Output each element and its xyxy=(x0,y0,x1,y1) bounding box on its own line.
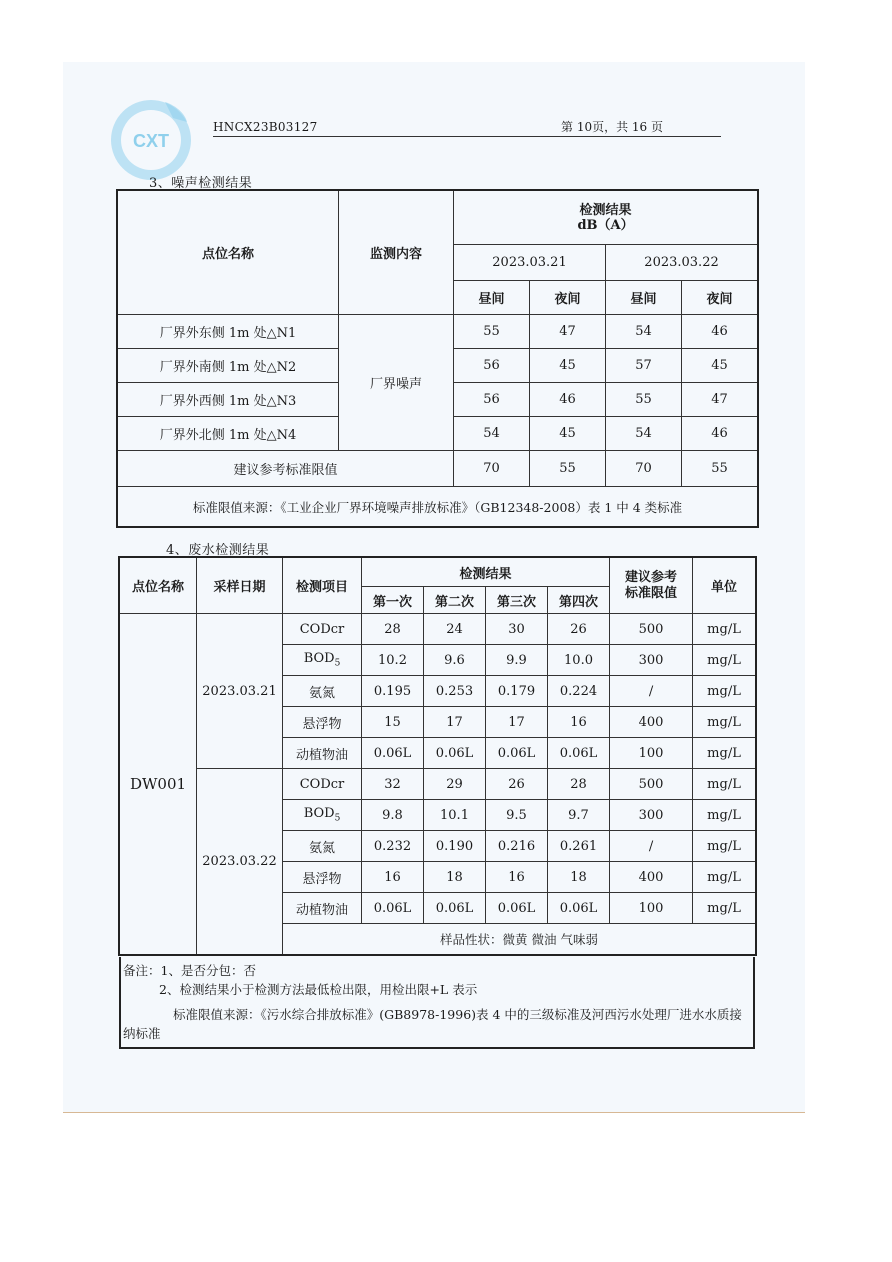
water-col-unit: 单位 xyxy=(693,558,756,614)
water-col-item: 检测项目 xyxy=(283,558,362,614)
svg-text:CXT: CXT xyxy=(133,131,169,151)
noise-date-1: 2023.03.21 xyxy=(454,245,606,281)
noise-standard-source: 标准限值来源：《工业企业厂界环境噪声排放标准》（GB12348-2008）表 1 中 4 类标准 xyxy=(118,487,758,527)
table-row: 厂界外南侧 1m 处△N2 56 45 57 45 xyxy=(118,349,758,383)
table-row: $BOD_5$ 10.2 9.6 9.9 10.0 300 mg/L xyxy=(120,645,756,676)
water-col-point: 点位名称 xyxy=(120,558,197,614)
sample-trait: 样品性状：微黄 微油 气味弱 xyxy=(283,924,756,955)
company-logo-icon xyxy=(107,96,195,184)
remarks xyxy=(119,957,755,1049)
water-col-limit: 建议参考 标准限值 xyxy=(610,558,693,614)
remark-line-2: 2、检测结果小于检测方法最低检出限，用检出限+L 表示 xyxy=(159,982,478,997)
water-run-2: 第二次 xyxy=(424,587,486,614)
noise-day-2: 昼间 xyxy=(606,281,682,315)
remark-line-1: 备注：1、是否分包：否 xyxy=(123,963,256,978)
noise-col-content: 监测内容 xyxy=(339,191,454,315)
water-standard-source: 标准限值来源：《污水综合排放标准》(GB8978-1996)表 4 中的三级标准及河西污水处理厂进水水质接纳标准 xyxy=(123,1007,742,1041)
water-section-title: 4、废水检测结果 xyxy=(166,543,270,558)
page-info: 第 10页，共 16 页 xyxy=(561,120,663,134)
noise-day-1: 昼间 xyxy=(454,281,530,315)
table-row: $BOD_5$ 9.8 10.1 9.5 9.7 300 mg/L xyxy=(120,800,756,831)
water-col-result: 检测结果 xyxy=(362,558,610,587)
noise-night-2: 夜间 xyxy=(682,281,758,315)
noise-night-1: 夜间 xyxy=(530,281,606,315)
noise-section-title: 3、噪声检测结果 xyxy=(149,176,253,191)
noise-content-value: 厂界噪声 xyxy=(339,315,454,451)
noise-limit-row: 建议参考标准限值 70 55 70 55 xyxy=(118,451,758,487)
table-row: 动植物油 0.06L 0.06L 0.06L 0.06L 100 mg/L xyxy=(120,738,756,769)
water-col-date: 采样日期 xyxy=(197,558,283,614)
table-row: DW001 2023.03.21 CODcr 28 24 30 26 500 mg/L xyxy=(120,614,756,645)
water-run-1: 第一次 xyxy=(362,587,424,614)
water-date-2: 2023.03.22 xyxy=(197,769,283,955)
table-row: 悬浮物 15 17 17 16 400 mg/L xyxy=(120,707,756,738)
table-row: 厂界外东侧 1m 处△N1 厂界噪声 55 47 54 46 xyxy=(118,315,758,349)
wastewater-table xyxy=(119,557,756,955)
noise-date-2: 2023.03.22 xyxy=(606,245,758,281)
noise-col-point: 点位名称 xyxy=(118,191,339,315)
table-row: 氨氮 0.195 0.253 0.179 0.224 / mg/L xyxy=(120,676,756,707)
table-row: 2023.03.22 CODcr 32 29 26 28 500 mg/L xyxy=(120,769,756,800)
header-divider xyxy=(213,136,721,137)
water-run-3: 第三次 xyxy=(486,587,548,614)
table-row: 厂界外北侧 1m 处△N4 54 45 54 46 xyxy=(118,417,758,451)
water-run-4: 第四次 xyxy=(548,587,610,614)
table-row: 厂界外西侧 1m 处△N3 56 46 55 47 xyxy=(118,383,758,417)
water-point-value: DW001 xyxy=(120,614,197,955)
report-page xyxy=(63,62,805,1113)
table-row: 悬浮物 16 18 16 18 400 mg/L xyxy=(120,862,756,893)
water-date-1: 2023.03.21 xyxy=(197,614,283,769)
table-row: 动植物油 0.06L 0.06L 0.06L 0.06L 100 mg/L xyxy=(120,893,756,924)
report-number: HNCX23B03127 xyxy=(213,120,318,134)
noise-col-result: 检测结果 dB（A） xyxy=(454,191,758,245)
noise-table xyxy=(117,190,758,527)
table-row: 氨氮 0.232 0.190 0.216 0.261 / mg/L xyxy=(120,831,756,862)
